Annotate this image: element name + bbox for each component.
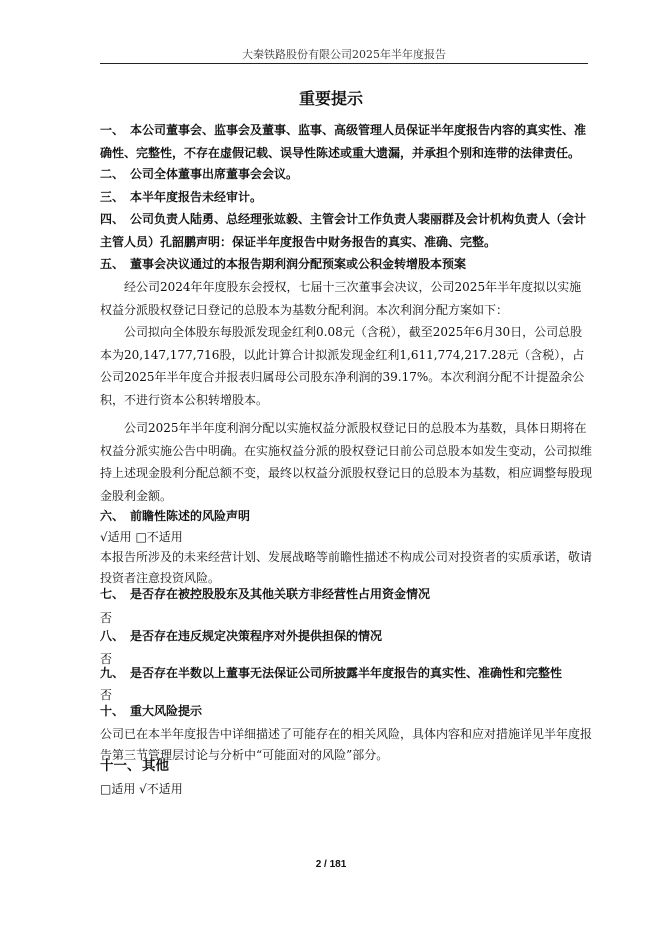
section-text: 是否存在被控股股东及其他关联方非经营性占用资金情况 [130,587,431,601]
section-text: 前瞻性陈述的风险声明 [130,509,251,523]
page-title: 重要提示 [298,89,363,108]
section-number: 一、 [100,123,125,137]
section-6 [100,505,592,528]
section-9 [100,662,592,685]
running-header: 大秦铁路股份有限公司2025年半年度报告 [242,48,446,61]
section-3 [100,186,592,209]
section-number: 四、 [100,212,125,226]
paragraph-dividend-plan: 公司拟向全体股东每股派发现金红利0.08元（含税），截至2025年6月30日，公司总股本为20,147,177,716股，以此计算合计拟派发现金红利1,611,774,217.28元（含税），占公司2025年半年度合并报表归属母公司股东净利润的39.17%。本次利润分配不计提盈余公积，不进行资本公积转增股本。 [100,325,585,407]
section-number: 六、 [100,509,125,523]
section-text: 公司负责人陆勇、总经理张竑毅、主管会计工作负责人裴丽群及会计机构负责人（会计主管人员）孔韶鹏声明：保证半年度报告中财务报告的真实、准确、完整。 [100,212,587,249]
answer-8: 否 [100,652,113,666]
answer-7: 否 [100,611,113,625]
paragraph-forward-looking: 本报告所涉及的未来经营计划、发展战略等前瞻性描述不构成公司对投资者的实质承诺，敬请投资者注意投资风险。 [100,550,593,585]
section-number: 九、 [100,666,125,680]
section-text: 是否存在违反规定决策程序对外提供担保的情况 [130,629,383,643]
section-text: 本半年度报告未经审计。 [130,190,263,204]
section-1 [100,119,592,164]
section-number: 七、 [100,587,125,601]
paragraph-dividend-adjust: 公司2025年半年度利润分配以实施权益分派股权登记日的总股本为基数，具体日期将在权益分派实施公告中明确。在实施权益分派的股权登记日前公司总股本如发生变动，公司拟维持上述现金股利分配总额不变，最终以权益分派股权登记日的总股本为基数，相应调整每股现金股利金额。 [100,421,593,503]
header-rule [100,63,588,64]
section-number: 八、 [100,629,125,643]
section-text: 董事会决议通过的本报告期利润分配预案或公积金转增股本预案 [130,257,467,271]
section-4 [100,208,592,253]
section-5 [100,253,592,276]
page-number: 2 / 181 [315,859,347,870]
answer-9: 否 [100,688,113,702]
section-number: 五、 [100,257,125,271]
section-8 [100,625,592,648]
section-number: 三、 [100,190,125,204]
section-number: 十、 [100,704,125,718]
section-text: 其他 [142,758,169,774]
section-text: 公司全体董事出席董事会会议。 [130,167,299,181]
section-text: 本公司董事会、监事会及董事、监事、高级管理人员保证半年度报告内容的真实性、准确性、完整性，不存在虚假记载、误导性陈述或重大遗漏，并承担个别和连带的法律责任。 [100,123,587,160]
applicability-checkbox-6: √适用 □不适用 [100,530,183,544]
section-7 [100,583,592,606]
paragraph-major-risk: 公司已在本半年度报告中详细描述了可能存在的相关风险，具体内容和应对措施详见半年度报告第三节管理层讨论与分析中“可能面对的风险”部分。 [100,727,593,762]
paragraph-dividend-intro: 经公司2024年年度股东会授权，七届十三次董事会决议，公司2025年半年度拟以实施权益分派股权登记日登记的总股本为基数分配利润。本次利润分配方案如下： [100,280,582,317]
section-text: 是否存在半数以上董事无法保证公司所披露半年度报告的真实性、准确性和完整性 [130,666,563,680]
applicability-checkbox-11: □适用 √不适用 [100,782,183,796]
section-2 [100,163,592,186]
section-10 [100,700,592,723]
section-11 [100,755,592,778]
section-number: 十一、 [100,758,141,774]
section-text: 重大风险提示 [130,704,203,718]
section-number: 二、 [100,167,125,181]
